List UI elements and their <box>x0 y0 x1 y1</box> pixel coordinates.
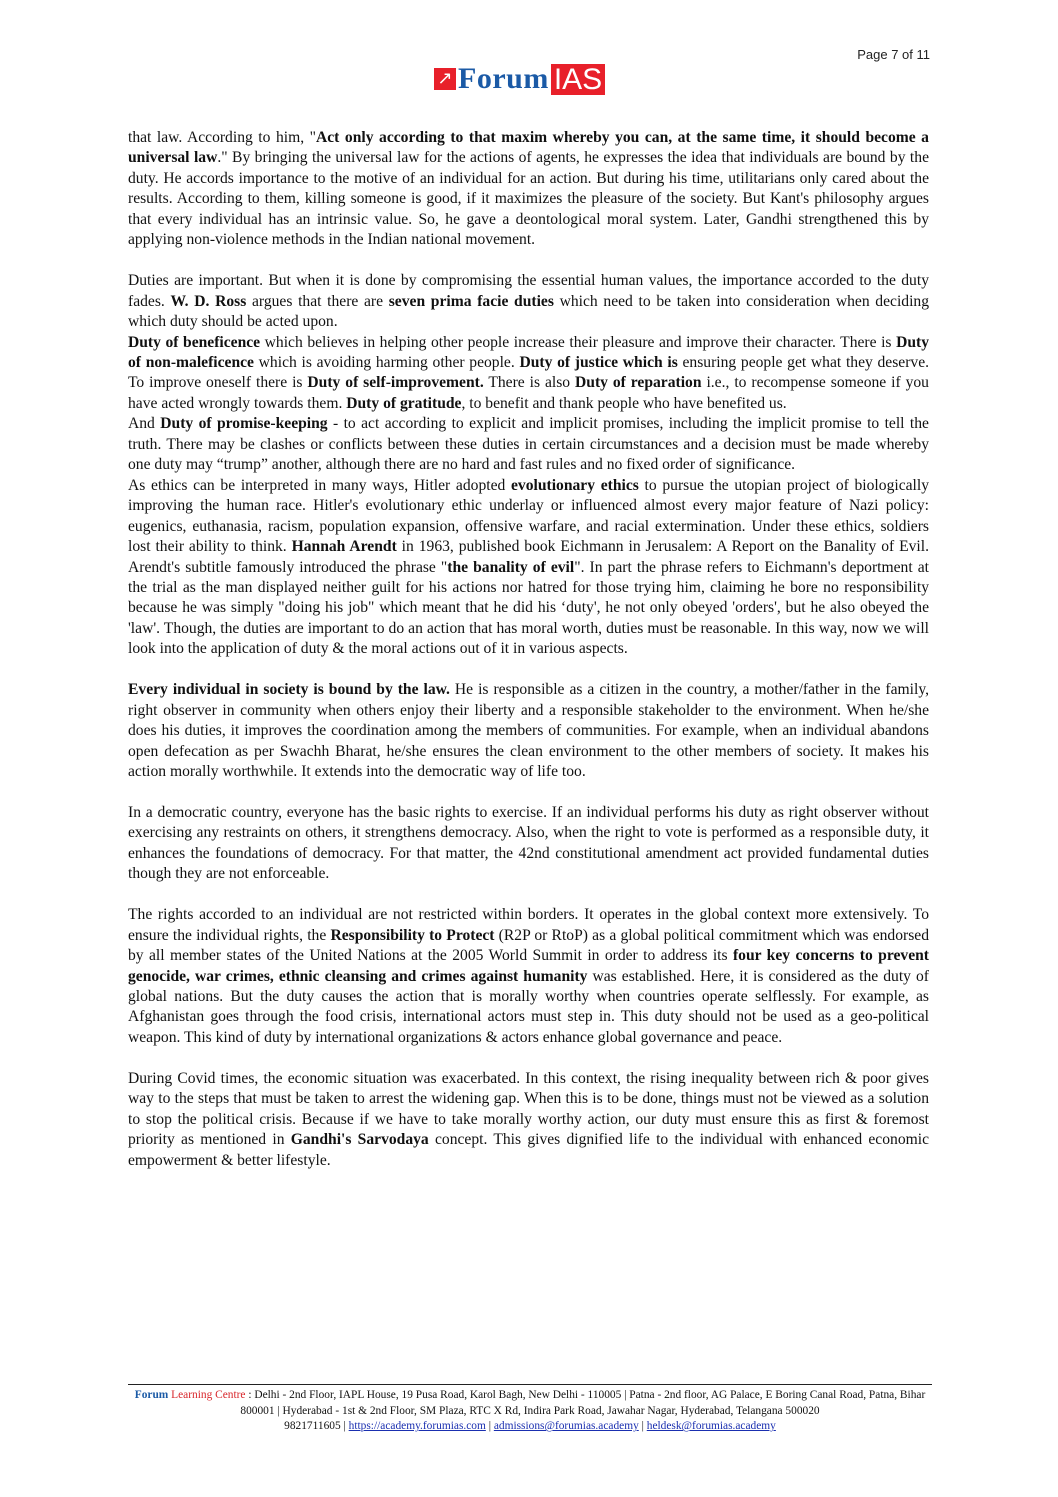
footer-phone: 9821711605 <box>284 1420 341 1433</box>
bold-text: Gandhi's Sarvodaya <box>290 1131 429 1149</box>
paragraph <box>128 1069 929 1171</box>
text: ". In part the phrase refers to Eichmann's deportment at the trial as the man displayed neither guilt for his actions nor hatred for those trying him, claiming he bore no responsibility because he was simply "doing his job" which meant that he did his ‘duty', he not only obeyed 'orders', but he also obeyed the 'law'. Though, the duties are important to do an action that has moral worth, duties must be reasonable. In this way, now we will look into the application of duty & the moral actions out of it in various aspects. <box>128 558 929 658</box>
paragraph <box>128 476 929 660</box>
bold-text: Duty of non-maleficence <box>128 333 929 371</box>
bold-text: seven prima facie duties <box>388 292 554 310</box>
text: to pursue the utopian project of biologically improving the human race. Hitler's evolutionary ethic underlay or influenced almost every major feature of Nazi policy: eugenics, euthanasia, racism, population expansion, offensive warfare, and racial extermination. Under these ethics, soldiers lost their ability to think. <box>128 476 929 556</box>
footer-link-helpdesk-email[interactable]: heldesk@forumias.academy <box>646 1420 776 1433</box>
paragraph <box>128 414 929 475</box>
text: Duties are important. But when it is done by compromising the essential human values, the importance accorded to the duty fades. <box>128 272 929 310</box>
bold-text: Hannah Arendt <box>291 538 397 556</box>
text: was established. Here, it is considered as the duty of global nations. But the duty causes the action that is morally worthy when countries operate selflessly. For example, as Afghanistan goes through the food crisis, international actors must step in. This duty should not be used as a geo-political weapon. This kind of duty by international organizations & actors enhance global governance and peace. <box>128 967 929 1046</box>
bold-text: four key concerns to prevent genocide, war crimes, ethnic cleansing and crimes against humanity <box>128 947 929 985</box>
document-body <box>128 128 929 1171</box>
paragraph <box>128 333 929 415</box>
text: , to benefit and thank people who have benefited us. <box>461 394 787 412</box>
bold-text: Responsibility to Protect <box>330 926 495 944</box>
bold-text: the banality of evil <box>447 558 575 576</box>
text: ." By bringing the universal law for the actions of agents, he expresses the idea that individuals are bound by the duty. He accords importance to the motive of an individual for an action. But during his time, utilitarians only cared about the results. According to them, killing someone is good, if it maximizes the pleasure of the society. But Kant's philosophy argues that every individual has an intrinsic value. So, he gave a deontological moral system. Later, Gandhi strengthened this by applying non-violence methods in the Indian national movement. <box>128 149 929 249</box>
page-number: Page 7 of 11 <box>857 47 930 62</box>
forumias-logo <box>434 64 605 94</box>
text: which believes in helping other people increase their pleasure and improve their character. There is <box>260 333 897 351</box>
bold-text: Act only according to that maxim whereby you can, at the same time, it should become a universal law <box>128 129 929 167</box>
bold-text: Every individual in society is bound by the law. <box>128 681 450 699</box>
footer-colon: : <box>245 1389 255 1401</box>
paragraph <box>128 680 929 782</box>
footer-link-website[interactable]: https://academy.forumias.com <box>348 1420 486 1433</box>
paragraph <box>128 128 929 251</box>
bold-text: Duty of self-improvement. <box>307 374 484 392</box>
bold-text: Duty of gratitude <box>346 394 462 412</box>
text: which need to be taken into consideration when deciding which duty should be acted upon. <box>128 292 930 331</box>
bold-text: Duty of justice which is <box>519 353 678 371</box>
text: (R2P or RtoP) as a global political commitment which was endorsed by all member states of the United Nations at the 2005 World Summit in order to address its <box>128 926 929 965</box>
text: ensuring people get what they deserve. To improve oneself there is <box>128 353 930 392</box>
text: i.e., to recompense someone if you have acted wrongly towards them. <box>128 374 929 412</box>
bold-text: W. D. Ross <box>170 292 247 310</box>
text: As ethics can be interpreted in many ways, Hitler adopted <box>128 476 511 494</box>
text: concept. This gives dignified life to the individual with enhanced economic empowerment & better lifestyle. <box>128 1131 929 1169</box>
bold-text: Duty of promise-keeping <box>160 415 328 433</box>
paragraph <box>128 271 929 332</box>
text: that law. According to him, " <box>128 129 316 146</box>
text: The rights accorded to an individual are not restricted within borders. It operates in the global context more extensively. To ensure the individual rights, the <box>128 906 929 944</box>
bold-text: Duty of beneficence <box>128 333 261 351</box>
text: - to act according to explicit and implicit promises, including the implicit promise to tell the truth. There may be clashes or conflicts between these duties in certain circumstances and a decision must be made whereby one duty may “trump” another, although there are no hard and fast rules and no fixed order of significance. <box>128 415 929 474</box>
paragraph <box>128 803 929 885</box>
text: There is also <box>483 374 576 392</box>
bold-text: evolutionary ethics <box>511 476 639 494</box>
footer-link-admissions-email[interactable]: admissions@forumias.academy <box>493 1420 639 1433</box>
text: During Covid times, the economic situation was exacerbated. In this context, the rising inequality between rich & poor gives way to the steps that must be taken to arrest the widening gap. When this is to be done, things must not be viewed as a solution to stop the political crisis. Because if we have to take morally worthy action, our duty must ensure this as first & foremost priority as mentioned in <box>128 1069 929 1149</box>
footer: Forum Learning Centre : Delhi - 2nd Floor, IAPL House, 19 Pusa Road, Karol Bagh, New Delhi - 110005 | Patna - 2nd floor, AG Palace, E Boring Canal Road, Patna, Bihar 800001 | Hyderabad - 1st & 2nd Floor, SM Plaza, RTC X Rd, Indira Park Road, Jawahar Nagar, Hyderabad, Telangana 500020 9821711605 | https://academy.forumias.com | admissions@forumias.academy | heldesk@forumias.academy <box>128 1384 932 1435</box>
text: which is avoiding harming other people. <box>253 353 520 371</box>
footer-forum: Forum <box>134 1389 169 1401</box>
footer-address: Delhi - 2nd Floor, IAPL House, 19 Pusa Road, Karol Bagh, New Delhi - 110005 | Patna - 2nd floor, AG Palace, E Boring Canal Road, Patna, Bihar 800001 | Hyderabad - 1st & 2nd Floor, SM Plaza, RTC X Rd, Indira Park Road, Jawahar Nagar, Hyderabad, Telangana 500020 <box>240 1389 926 1417</box>
text: argues that there are <box>246 292 389 310</box>
footer-learning-centre: Learning Centre <box>171 1389 246 1401</box>
text: in 1963, published book Eichmann in Jerusalem: A Report on the Banality of Evil. Arendt's subtitle famously introduced the phrase " <box>128 538 929 576</box>
bold-text: Duty of reparation <box>575 374 702 392</box>
logo-forum: Forum <box>458 62 549 95</box>
text: In a democratic country, everyone has the basic rights to exercise. If an individual performs his duty as right observer without exercising any restraints on others, it strengthens democracy. Also, when the right to vote is performed as a responsible duty, it enhances the foundations of democracy. For that matter, the 42nd constitutional amendment act provided fundamental duties though they are not enforceable. <box>128 803 929 883</box>
text: He is responsible as a citizen in the country, a mother/father in the family, right observer in community when others enjoy their liberty and a responsible stakeholder to the environment. When he/she does his duties, it improves the coordination among the members of communities. For example, when an individual abandons open defecation as per Swachh Bharat, he/she ensures the clean environment to the other members of society. It makes his action morally worthwhile. It extends into the democratic way of life too. <box>128 681 930 781</box>
text: And <box>128 415 161 433</box>
arrow-icon: ↗ <box>434 68 456 90</box>
logo-ias: IAS <box>551 64 605 95</box>
paragraph <box>128 905 929 1048</box>
